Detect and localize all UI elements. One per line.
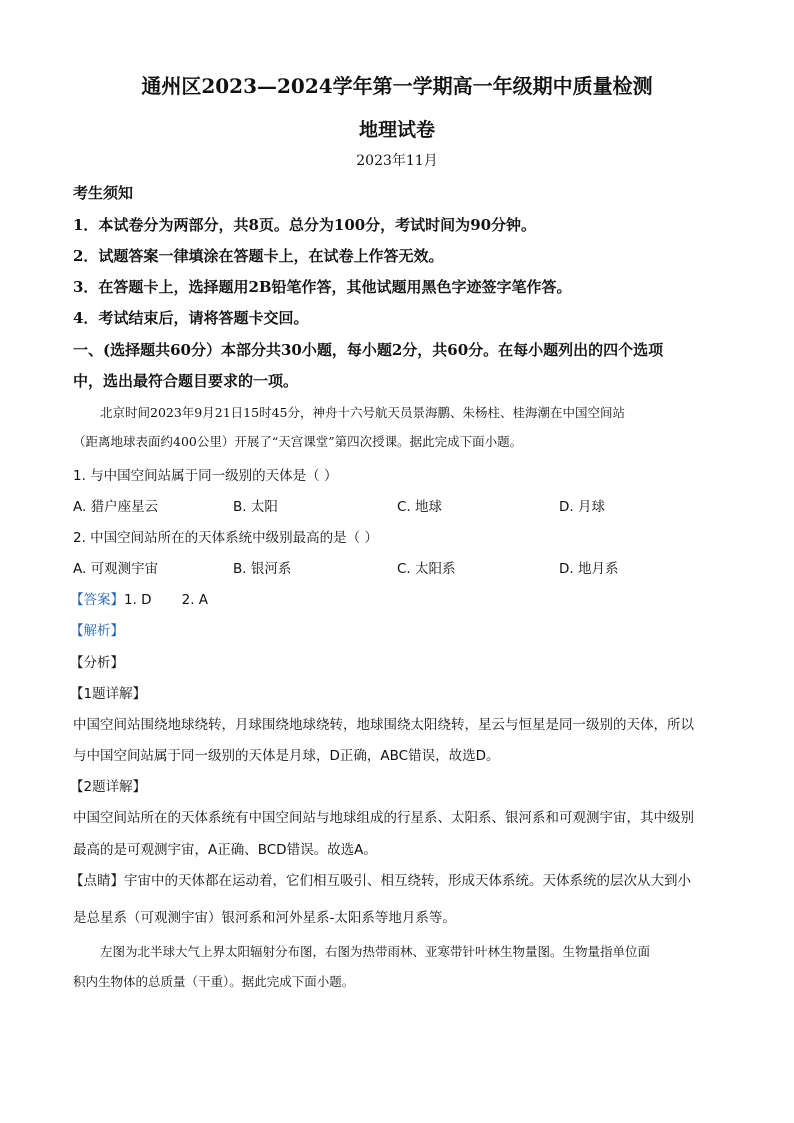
- answer-line: [70, 588, 208, 608]
- section-heading-cont: 中，选出最符合题目要求的一项。: [73, 372, 299, 390]
- notice-item: 4．考试结束后，请将答题卡交回。: [73, 309, 309, 327]
- detail-2-text: 中国空间站所在的天体系统有中国空间站与地球组成的行星系、太阳系、银河系和可观测宇宙，其中级别: [73, 810, 694, 826]
- exam-title: 通州区2023—2024学年第一学期高一年级期中质量检测: [141, 74, 653, 98]
- notice-heading: 考生须知: [73, 184, 134, 202]
- q2-option-b: B. 银河系: [233, 561, 292, 577]
- q2-option-c: C. 太阳系: [397, 561, 456, 577]
- question-2-stem: 2. 中国空间站所在的天体系统中级别最高的是（ ）: [73, 530, 378, 546]
- dianjing-text: 宇宙中的天体都在运动着，它们相互吸引、相互绕转，形成天体系统。天体系统的层次从大到小: [124, 873, 691, 889]
- notice-item: 2．试题答案一律填涂在答题卡上，在试卷上作答无效。: [73, 247, 444, 265]
- dianjing-line: [70, 869, 691, 889]
- fenxi-label: 【分析】: [70, 655, 124, 671]
- q1-option-a: A. 猎户座星云: [73, 499, 159, 515]
- section-heading: 一、(选择题共60分）本部分共30小题，每小题2分，共60分。在每小题列出的四个选项: [73, 341, 664, 359]
- exam-date: 2023年11月: [356, 153, 438, 169]
- notice-item: 1．本试卷分为两部分，共8页。总分为100分，考试时间为90分钟。: [73, 216, 537, 234]
- notice-item: 3．在答题卡上，选择题用2B铅笔作答，其他试题用黑色字迹签字笔作答。: [73, 278, 572, 296]
- passage-text: （距离地球表面约400公里）开展了“天宫课堂”第四次授课。据此完成下面小题。: [73, 434, 523, 449]
- q1-option-c: C. 地球: [397, 499, 443, 515]
- detail-2-label: 【2题详解】: [70, 779, 147, 795]
- detail-1-text: 中国空间站围绕地球绕转，月球围绕地球绕转，地球围绕太阳绕转，星云与恒星是同一级别的天体，所以: [73, 717, 694, 733]
- detail-1-text: 与中国空间站属于同一级别的天体是月球，D正确，ABC错误，故选D。: [73, 748, 500, 764]
- dianjing-tag: 【点睛】: [70, 873, 124, 889]
- question-1-stem: 1. 与中国空间站属于同一级别的天体是（ ）: [73, 468, 338, 484]
- dianjing-text-cont: 是总星系（可观测宇宙）银河系和河外星系-太阳系等地月系等。: [73, 910, 456, 926]
- q2-option-a: A. 可观测宇宙: [73, 561, 159, 577]
- detail-2-text: 最高的是可观测宇宙，A正确、BCD错误。故选A。: [73, 842, 377, 858]
- passage-text: 积内生物体的总质量（干重）。据此完成下面小题。: [73, 974, 355, 989]
- q1-option-b: B. 太阳: [233, 499, 278, 515]
- answer-tag: 【答案】: [70, 592, 124, 608]
- detail-1-label: 【1题详解】: [70, 686, 147, 702]
- q1-option-d: D. 月球: [559, 499, 605, 515]
- passage-text: 左图为北半球大气上界太阳辐射分布图，右图为热带雨林、亚寒带针叶林生物量图。生物量指单位面: [100, 944, 651, 959]
- answer-values: 1. D 2. A: [124, 592, 209, 608]
- subject-title: 地理试卷: [358, 119, 435, 141]
- analysis-label: 【解析】: [70, 623, 124, 639]
- q2-option-d: D. 地月系: [559, 561, 619, 577]
- passage-text: 北京时间2023年9月21日15时45分，神舟十六号航天员景海鹏、朱杨柱、桂海潮在中国空间站: [100, 405, 625, 420]
